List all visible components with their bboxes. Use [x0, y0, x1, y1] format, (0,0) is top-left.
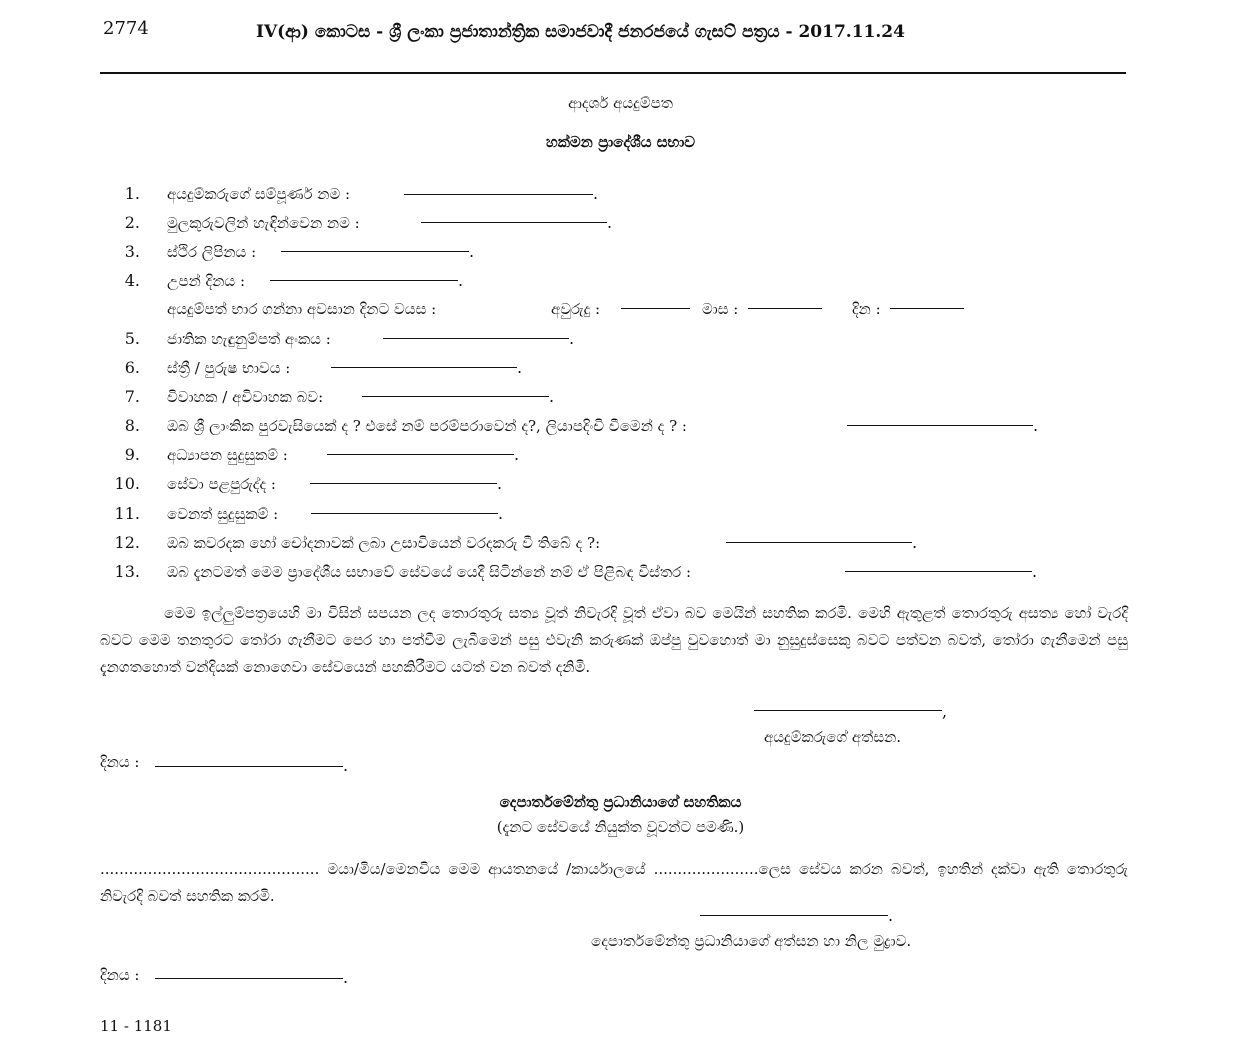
item-label-civil-status: විවාහක / අවිවාහක බව: — [167, 388, 324, 406]
certificate-subtitle: (දැනට සේවයේ නියුක්ත වූවන්ට පමණි.) — [496, 818, 745, 836]
form-subtitle: හක්මන ප්‍රාදේශීය සභාව — [545, 133, 696, 151]
item-label-permanent-address: ස්ථිර ලිපිනය : — [167, 243, 257, 261]
item-label-date-of-birth: උපන් දිනය : — [167, 272, 245, 290]
item-label-nic-number: ජාතික හැඳුනුම්පත් අංකය : — [167, 330, 331, 348]
field-line-gender[interactable] — [331, 367, 517, 368]
field-end-dot: . — [549, 387, 555, 406]
item-number-9: 9. — [124, 445, 140, 464]
applicant-signature-line[interactable] — [754, 710, 942, 711]
field-end-dot: . — [469, 242, 475, 261]
field-line-age-years[interactable] — [621, 308, 690, 309]
age-months-label: මාස : — [702, 300, 739, 318]
department-head-signature-line[interactable] — [700, 915, 888, 916]
certificate-date-label: දිනය : — [100, 966, 140, 984]
age-days-label: දින : — [852, 300, 881, 318]
age-years-label: අවුරුදු : — [551, 300, 601, 318]
field-line-age-months[interactable] — [748, 308, 822, 309]
item-label-convictions: ඔබ කවරදක හෝ චෝදනාවක් ලබා උසාවියෙන් වරදකරු වී තිබේ ද ?: — [167, 534, 601, 552]
field-line-age-days[interactable] — [890, 308, 964, 309]
certificate-text-part1: මයා/මිය/මෙනවිය මෙම ආයතනයේ /කාර්යාලයේ — [327, 860, 646, 878]
field-line-nic-number[interactable] — [383, 338, 569, 339]
field-line-civil-status[interactable] — [362, 396, 549, 397]
item-number-7: 7. — [124, 387, 140, 406]
field-line-permanent-address[interactable] — [281, 251, 469, 252]
field-line-education[interactable] — [327, 454, 514, 455]
item-number-1: 1. — [124, 184, 140, 203]
certificate-post-dots[interactable]: ...................... — [653, 860, 759, 878]
declaration-paragraph — [100, 600, 1128, 681]
item-number-5: 5. — [124, 329, 140, 348]
item-number-11: 11. — [114, 504, 140, 523]
field-end-dot: . — [498, 504, 504, 523]
field-line-name-with-initials[interactable] — [421, 222, 607, 223]
item-label-work-experience: සේවා පළපුරුද්ද : — [167, 475, 276, 493]
certificate-title: දෙපාර්තමේන්තු ප්‍රධානියාගේ සහතිකය — [499, 793, 742, 811]
item-label-education: අධ්‍යාපන සුදුසුකම් : — [167, 446, 288, 464]
field-end-dot: . — [343, 756, 349, 775]
item-number-12: 12. — [114, 533, 140, 552]
field-end-dot: . — [497, 474, 503, 493]
item-number-4: 4. — [124, 271, 140, 290]
item-number-3: 3. — [124, 242, 140, 261]
field-line-other-qualifications[interactable] — [311, 513, 498, 514]
field-end-dot: . — [1032, 562, 1038, 581]
item-label-citizenship: ඔබ ශ්‍රී ලාංකික පුරවැසියෙක් ද ? එසේ නම් පරම්පරාවෙන් ද?, ලියාපදිංචි වීමෙන් ද ? : — [167, 417, 687, 435]
item-label-current-service: ඔබ දැනටමත් මෙම ප්‍රාදේශීය සභාවේ සේවයේ යෙදී සිටින්නේ නම් ඒ පිළිබඳ විස්තර : — [167, 563, 692, 581]
certificate-date-line[interactable] — [155, 978, 343, 979]
field-end-dot: . — [517, 358, 523, 377]
applicant-date-label: දිනය : — [100, 753, 140, 771]
field-end-dot: . — [1033, 416, 1039, 435]
signature-comma: , — [942, 702, 948, 721]
item-label-other-qualifications: වෙනත් සුදුසුකම් : — [167, 505, 279, 523]
applicant-signature-label: අයදුම්කරුගේ අත්සන. — [764, 728, 902, 746]
certificate-name-dots[interactable]: .............................................. — [100, 860, 320, 878]
item-label-gender: ස්ත්‍රී / පුරුෂ භාවය : — [167, 359, 291, 377]
declaration-text: මෙම ඉල්ලුම්පත්‍රයෙහි මා විසින් සපයන ලද තොරතුරු සත්‍ය වූත් නිවැරදි වූත් ඒවා බව මෙයින් සහතික කරමි. මෙහි ඇතුළත් තොරතුරු අසත්‍ය හෝ වැරදි බවට මෙම තනතුරට තෝරා ගැනීමට පෙර හා පත්වීම ලැබීමෙන් පසු එවැනි කරුණක් ඔප්පු වුවහොත් මා නුසුදුස්සෙකු බවට පත්වන බවත්, තෝරා ගැනීමෙන් පසු දැනගතහොත් වන්දියක් නොගෙවා සේවයෙන් පහකිරීමට යටත් වන බවත් දනිමි. — [100, 604, 1128, 676]
field-end-dot: . — [514, 445, 520, 464]
gazette-header-title: IV(ආ) කොටස - ශ්‍රී ලංකා ප්‍රජාතාන්ත්‍රික සමාජවාදී ජනරජයේ ගැසට් පත්‍රය - 2017.11.24 — [256, 22, 905, 42]
field-line-date-of-birth[interactable] — [270, 280, 458, 281]
item-number-10: 10. — [114, 474, 140, 493]
field-line-current-service[interactable] — [845, 571, 1032, 572]
field-line-full-name[interactable] — [404, 194, 593, 195]
footer-code: 11 - 1181 — [100, 1017, 172, 1035]
item-number-2: 2. — [124, 213, 140, 232]
field-end-dot: . — [458, 271, 464, 290]
field-end-dot: . — [593, 184, 599, 203]
header-divider — [100, 72, 1126, 74]
department-head-signature-label: දෙපාර්තමේන්තු ප්‍රධානියාගේ අත්සන හා නිල මුද්‍රාව. — [591, 932, 912, 950]
field-line-work-experience[interactable] — [310, 483, 497, 484]
item-number-6: 6. — [124, 358, 140, 377]
applicant-date-line[interactable] — [155, 766, 343, 767]
form-title: ආදර්ශ අයදුම්පත — [568, 94, 673, 112]
field-end-dot: . — [343, 968, 349, 987]
age-label: අයදුම්පත් භාර ගන්නා අවසාන දිනට වයස : — [167, 300, 437, 318]
field-line-convictions[interactable] — [726, 542, 912, 543]
item-number-13: 13. — [114, 562, 140, 581]
certificate-text-part2: ලෙස සේවය කරන බවත්, ඉහතින් දක්වා ඇති තොරතුරු නිවැරදි බවත් සහතික කරමි. — [100, 860, 1128, 905]
item-label-full-name: අයදුම්කරුගේ සම්පූර්ණ නම : — [167, 185, 351, 203]
page-number: 2774 — [103, 18, 149, 39]
field-line-citizenship[interactable] — [847, 425, 1033, 426]
field-end-dot: . — [569, 329, 575, 348]
item-number-8: 8. — [124, 416, 140, 435]
field-end-dot: . — [888, 906, 894, 925]
field-end-dot: . — [912, 533, 918, 552]
field-end-dot: . — [607, 213, 613, 232]
item-label-name-with-initials: මුලකුරුවලින් හැඳින්වෙන නම : — [167, 214, 360, 232]
certificate-paragraph — [100, 856, 1128, 910]
